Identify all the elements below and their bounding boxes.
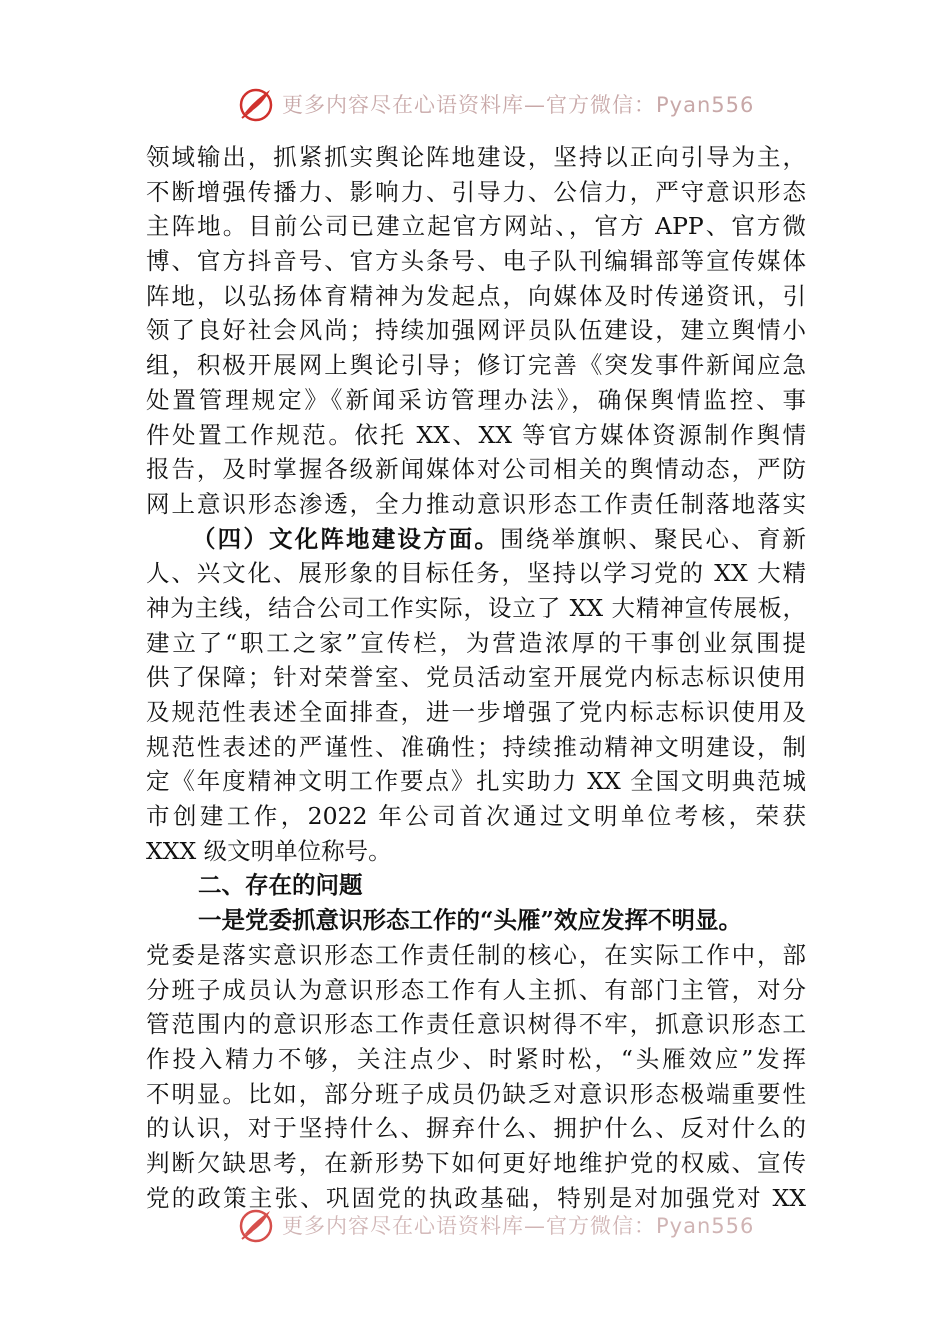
body-line: 管范围内的意识形态工作责任意识树得不牢，抓意识形态工 — [146, 1010, 806, 1039]
body-line: 阵地，以弘扬体育精神为发起点，向媒体及时传递资讯，引 — [146, 281, 806, 310]
body-line: 领了良好社会风尚；持续加强网评员队伍建设，建立舆情小 — [146, 316, 806, 345]
body-line: 定《年度精神文明工作要点》扎实助力 XX 全国文明典范城 — [146, 767, 806, 796]
section-4-first-line — [146, 522, 806, 557]
body-line: 的认识，对于坚持什么、摒弃什么、拥护什么、反对什么的 — [146, 1114, 806, 1143]
body-line: 报告，及时掌握各级新闻媒体对公司相关的舆情动态，严防 — [146, 455, 806, 484]
body-line: 博、官方抖音号、官方头条号、电子队刊编辑部等宣传媒体 — [146, 247, 806, 276]
body-line: 网上意识形态渗透，全力推动意识形态工作责任制落地落实 — [146, 489, 806, 518]
body-line: 分班子成员认为意识形态工作有人主抓、有部门主管，对分 — [146, 975, 806, 1004]
body-line: 判断欠缺思考，在新形势下如何更好地维护党的权威、宣传 — [146, 1148, 806, 1177]
body-line: 规范性表述的严谨性、准确性；持续推动精神文明建设，制 — [146, 732, 806, 761]
quill-logo-icon — [236, 84, 276, 124]
body-line: 供了保障；针对荣誉室、党员活动室开展党内标志标识使用 — [146, 663, 806, 692]
body-line: 作投入精力不够，关注点少、时紧时松，“头雁效应”发挥 — [146, 1044, 806, 1073]
section-4-heading: （四）文化阵地建设方面。 — [192, 524, 501, 553]
body-line: 神为主线，结合公司工作实际，设立了 XX 大精神宣传展板， — [146, 593, 806, 622]
body-line: 主阵地。目前公司已建立起官方网站、，官方 APP、官方微 — [146, 212, 806, 241]
footer-banner-text: 更多内容尽在心语资料库—官方微信：Pyan556 — [282, 1214, 755, 1238]
section-4-first-text: 围绕举旗帜、聚民心、育新 — [500, 524, 806, 553]
quill-logo-icon — [236, 1205, 276, 1245]
section-heading-problems: 二、存在的问题 — [198, 871, 363, 900]
header-banner-text: 更多内容尽在心语资料库—官方微信：Pyan556 — [282, 93, 755, 117]
body-line: 党委是落实意识形态工作责任制的核心，在实际工作中，部 — [146, 940, 806, 969]
body-line: 不断增强传播力、影响力、引导力、公信力，严守意识形态 — [146, 177, 806, 206]
body-line: 组，积极开展网上舆论引导；修订完善《突发事件新闻应急 — [146, 351, 806, 380]
body-line: 处置管理规定》《新闻采访管理办法》，确保舆情监控、事 — [146, 385, 806, 414]
body-line: 党的政策主张、巩固党的执政基础，特别是对加强党对 XX — [146, 1183, 806, 1212]
body-line: 件处置工作规范。依托 XX、XX 等官方媒体资源制作舆情 — [146, 420, 806, 449]
body-line: 人、兴文化、展形象的目标任务，坚持以学习党的 XX 大精 — [146, 559, 806, 588]
body-line: 领域输出，抓紧抓实舆论阵地建设，坚持以正向引导为主， — [146, 143, 806, 171]
body-line: 及规范性表述全面排查，进一步增强了党内标志标识使用及 — [146, 698, 806, 726]
body-line: 建立了“职工之家”宣传栏，为营造浓厚的干事创业氛围提 — [146, 628, 806, 657]
document-body — [146, 140, 806, 1215]
body-line: 市创建工作，2022 年公司首次通过文明单位考核，荣获 — [146, 802, 806, 831]
subheading-party-committee: 一是党委抓意识形态工作的“头雁”效应发挥不明显。 — [198, 906, 743, 935]
body-line: 不明显。比如，部分班子成员仍缺乏对意识形态极端重要性 — [146, 1079, 806, 1108]
body-line: XXX 级文明单位称号。 — [146, 836, 392, 865]
header-banner — [236, 84, 754, 124]
footer-banner — [236, 1205, 754, 1245]
